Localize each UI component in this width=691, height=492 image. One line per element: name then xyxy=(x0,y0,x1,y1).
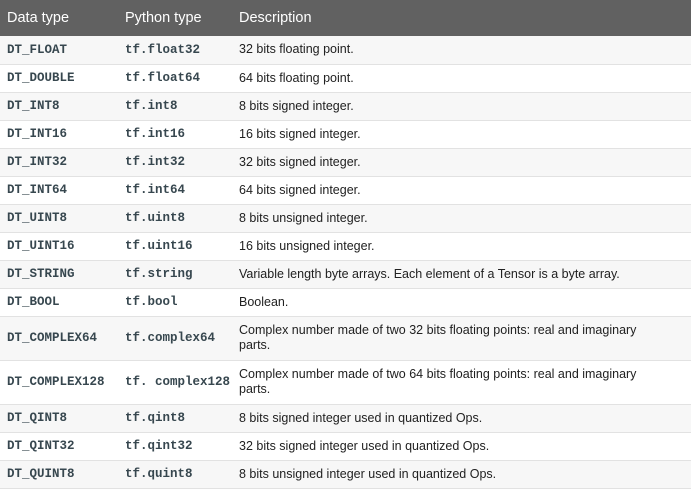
data-type-cell: DT_INT8 xyxy=(7,99,60,113)
python-type-cell: tf.int16 xyxy=(125,127,186,141)
table-row xyxy=(0,148,691,176)
description-cell: 16 bits signed integer. xyxy=(239,126,361,141)
table-row xyxy=(0,92,691,120)
table-row xyxy=(0,316,691,360)
data-type-cell: DT_COMPLEX128 xyxy=(7,375,105,389)
data-type-cell: DT_STRING xyxy=(7,267,75,281)
data-type-cell: DT_INT64 xyxy=(7,183,68,197)
data-type-cell: DT_DOUBLE xyxy=(7,71,75,85)
python-type-cell: tf.complex64 xyxy=(125,331,216,345)
description-cell: 8 bits unsigned integer. xyxy=(239,210,368,225)
table-row xyxy=(0,432,691,460)
python-type-cell: tf.quint8 xyxy=(125,467,193,481)
description-cell: 8 bits unsigned integer used in quantized Ops. xyxy=(239,466,497,481)
description-cell: 8 bits signed integer used in quantized Ops. xyxy=(239,410,483,425)
data-type-cell: DT_FLOAT xyxy=(7,42,68,57)
data-type-cell: DT_INT16 xyxy=(7,127,68,141)
python-type-cell: tf.uint16 xyxy=(125,239,193,253)
data-type-cell: DT_COMPLEX64 xyxy=(7,331,98,345)
data-type-cell: DT_BOOL xyxy=(7,295,60,309)
python-type-cell: tf.uint8 xyxy=(125,211,186,225)
table-row xyxy=(0,260,691,288)
header-row xyxy=(0,0,691,36)
data-type-cell: DT_INT32 xyxy=(7,155,68,169)
description-cell: Variable length byte arrays. Each element of a Tensor is a byte array. xyxy=(239,266,620,281)
python-type-cell: tf.float64 xyxy=(125,71,201,85)
header-data-type: Data type xyxy=(7,10,70,26)
description-cell: Boolean. xyxy=(239,294,289,309)
header-python-type: Python type xyxy=(125,10,202,26)
python-type-cell: tf.qint32 xyxy=(125,439,193,453)
data-type-cell: DT_QINT32 xyxy=(7,439,75,453)
description-cell: Complex number made of two 64 bits floating points: real and imaginary parts. xyxy=(239,367,637,396)
data-type-cell: DT_UINT16 xyxy=(7,239,75,253)
python-type-cell: tf.qint8 xyxy=(125,411,186,425)
description-cell: 64 bits signed integer. xyxy=(239,182,361,197)
table-row xyxy=(0,404,691,432)
python-type-cell: tf.int64 xyxy=(125,183,186,197)
data-type-cell: DT_QUINT8 xyxy=(7,467,75,481)
table-row xyxy=(0,288,691,316)
description-cell: Complex number made of two 32 bits floating points: real and imaginary parts. xyxy=(239,323,637,352)
python-type-cell: tf.int8 xyxy=(125,99,178,113)
python-type-cell: tf.float32 xyxy=(125,42,201,57)
table-row xyxy=(0,360,691,404)
python-type-cell: tf.bool xyxy=(125,295,178,309)
data-type-cell: DT_UINT8 xyxy=(7,211,68,225)
table-row xyxy=(0,176,691,204)
table-row xyxy=(0,204,691,232)
description-cell: 64 bits floating point. xyxy=(239,70,354,85)
table-row xyxy=(0,232,691,260)
data-type-cell: DT_QINT8 xyxy=(7,411,68,425)
python-type-cell: tf.string xyxy=(125,267,193,281)
description-cell: 8 bits signed integer. xyxy=(239,98,354,113)
description-cell: 16 bits unsigned integer. xyxy=(239,238,375,253)
description-cell: 32 bits floating point. xyxy=(239,42,354,57)
table-row xyxy=(0,64,691,92)
table-body xyxy=(0,36,691,488)
python-type-cell: tf. complex128 xyxy=(125,375,231,389)
python-type-cell: tf.int32 xyxy=(125,155,186,169)
description-cell: 32 bits signed integer. xyxy=(239,154,361,169)
header-description: Description xyxy=(239,10,312,26)
table-row xyxy=(0,36,691,64)
table-row xyxy=(0,460,691,488)
table-row xyxy=(0,120,691,148)
table-header xyxy=(0,0,691,36)
description-cell: 32 bits signed integer used in quantized Ops. xyxy=(239,438,490,453)
